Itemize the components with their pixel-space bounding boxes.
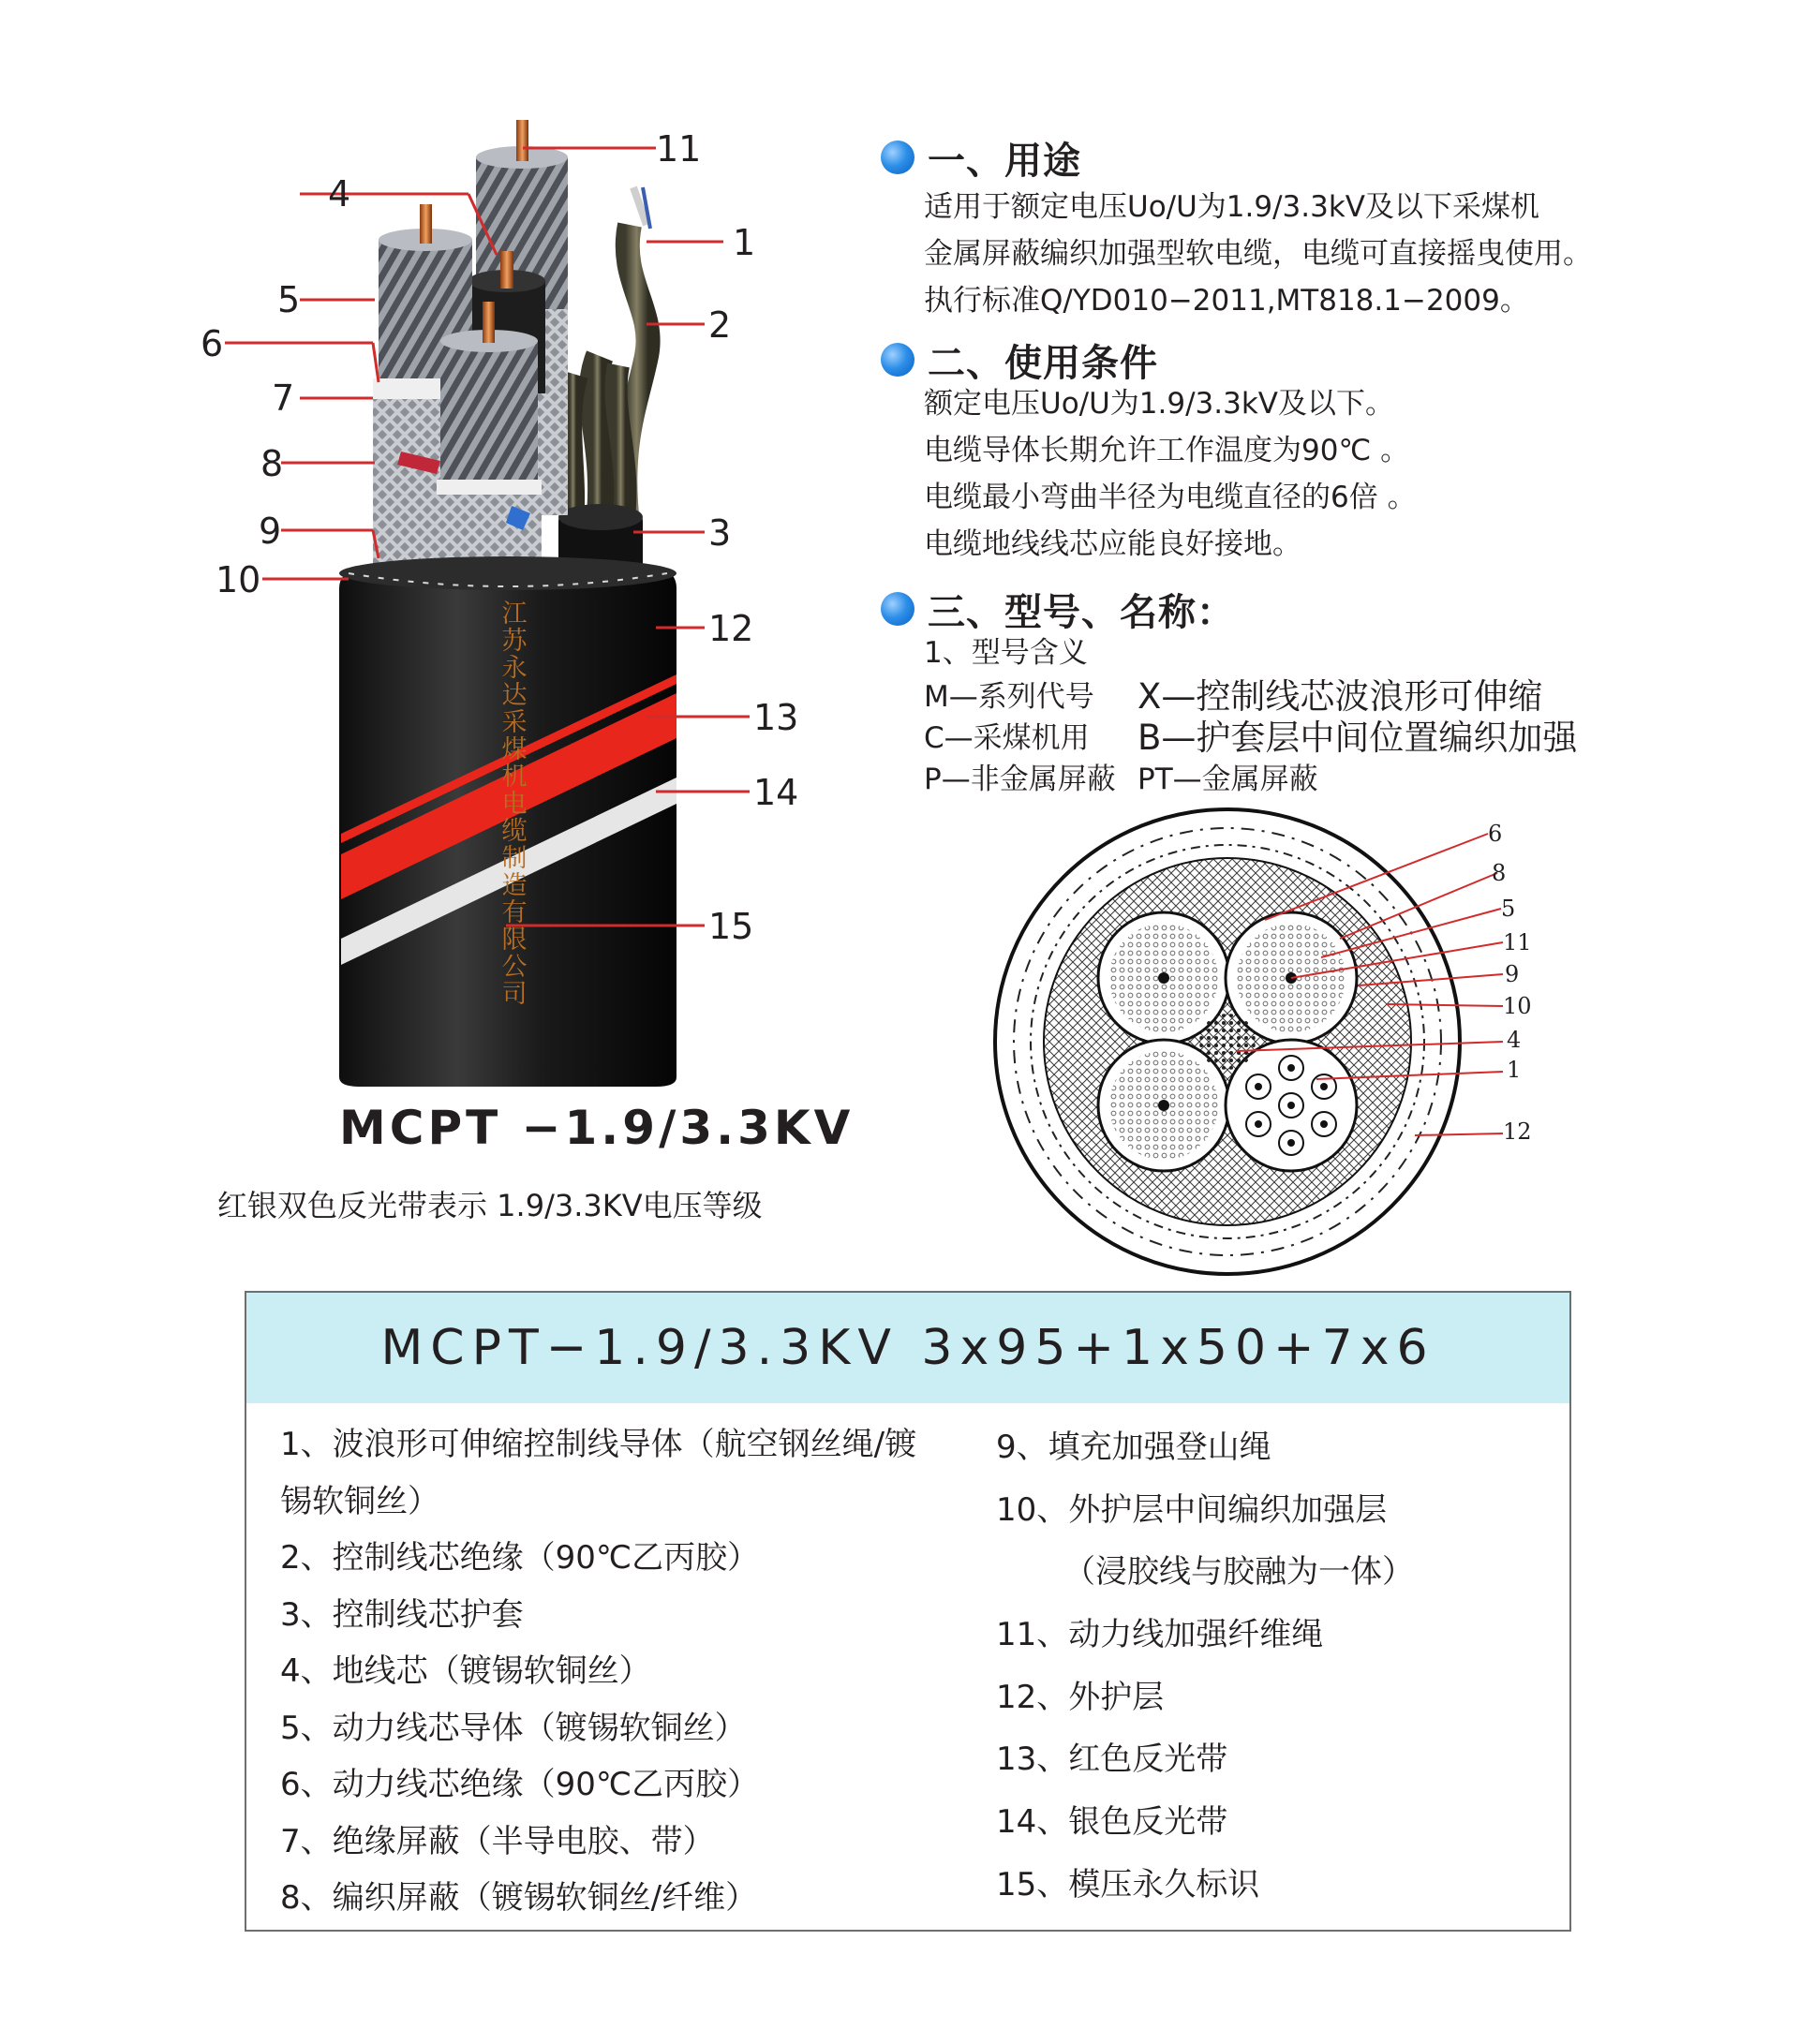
- section-conditions-title: 二、使用条件: [881, 332, 1158, 388]
- list-item: 1、波浪形可伸缩控制线导体（航空钢丝绳/镀: [280, 1426, 917, 1463]
- cable-label-3: 3: [708, 512, 732, 554]
- cs-label-9: 9: [1505, 961, 1520, 987]
- cs-label-5: 5: [1501, 896, 1516, 922]
- cs-label-10: 10: [1503, 993, 1532, 1019]
- list-item: 13、红色反光带: [996, 1740, 1228, 1779]
- section-usage-title: 一、用途: [881, 129, 1081, 185]
- cable-label-4: 4: [328, 173, 351, 215]
- table-right-column: [996, 1416, 1414, 1917]
- model-meaning-sub: 1、型号含义: [924, 636, 1088, 670]
- list-item: 12、外护层: [996, 1678, 1165, 1716]
- list-item: 5、动力线芯导体（镀锡软铜丝）: [280, 1709, 747, 1747]
- cable-illustration: [0, 0, 843, 1096]
- list-item: 14、银色反光带: [996, 1803, 1228, 1842]
- voltage-caption: 红银双色反光带表示 1.9/3.3KV电压等级: [217, 1188, 763, 1223]
- section-model-title: 三、型号、名称：: [881, 581, 1235, 637]
- table-left-column: [280, 1416, 916, 1927]
- cs-label-1: 1: [1507, 1057, 1522, 1083]
- table-header: MCPT−1.9/3.3KV 3x95+1x50+7x6: [246, 1293, 1569, 1403]
- list-item: 7、绝缘屏蔽（半导电胶、带）: [280, 1822, 715, 1860]
- cable-label-11: 11: [656, 128, 702, 170]
- list-item: （浸胶线与胶融为一体）: [1063, 1553, 1414, 1592]
- list-item: 15、模压永久标识: [996, 1865, 1260, 1903]
- cable-label-13: 13: [753, 697, 799, 738]
- list-item: 11、动力线加强纤维绳: [996, 1616, 1324, 1654]
- conditions-text: 额定电压Uo/U为1.9/3.3kV及以下。 电缆导体长期允许工作温度为90℃ 。 电缆最小弯曲半径为电缆直径的6倍 。 电缆地线线芯应能良好接地。: [924, 387, 1417, 561]
- cs-label-6: 6: [1488, 821, 1503, 847]
- model-title: MCPT −1.9/3.3KV: [339, 1101, 855, 1155]
- bullet-dot-icon: [881, 141, 914, 174]
- list-item: 6、动力线芯绝缘（90℃乙丙胶）: [280, 1766, 760, 1803]
- cs-label-4: 4: [1507, 1027, 1522, 1053]
- cable-label-9: 9: [259, 511, 282, 552]
- company-mold-text: 江苏永达采煤机电缆制造有限公司: [497, 600, 527, 1007]
- cable-label-10: 10: [216, 559, 261, 600]
- list-item: 4、地线芯（镀锡软铜丝）: [280, 1652, 651, 1690]
- component-table: [245, 1291, 1571, 1932]
- list-item: 2、控制线芯绝缘（90℃乙丙胶）: [280, 1539, 760, 1577]
- usage-text: 适用于额定电压Uo/U为1.9/3.3kV及以下采煤机 金属屏蔽编织加强型软电缆，电缆可直接摇曳使用。 执行标准Q/YD010−2011,MT818.1−2009。: [924, 190, 1592, 318]
- cable-label-7: 7: [272, 378, 295, 419]
- bullet-dot-icon: [881, 592, 914, 626]
- cable-label-14: 14: [753, 772, 799, 813]
- list-item: 锡软铜丝）: [280, 1482, 439, 1520]
- cable-label-5: 5: [277, 279, 301, 320]
- cable-label-6: 6: [201, 323, 224, 364]
- list-item: 3、控制线芯护套: [280, 1595, 524, 1634]
- cable-label-12: 12: [708, 608, 754, 649]
- cs-label-8: 8: [1492, 860, 1507, 886]
- cable-label-8: 8: [260, 443, 284, 484]
- cs-label-12: 12: [1503, 1118, 1532, 1145]
- cable-label-15: 15: [708, 906, 754, 947]
- cs-label-11: 11: [1503, 929, 1532, 955]
- list-item: 8、编织屏蔽（镀锡软铜丝/纤维）: [280, 1879, 758, 1917]
- cable-label-1: 1: [733, 222, 756, 263]
- cable-label-2: 2: [708, 304, 732, 346]
- cross-section-diagram: [946, 806, 1602, 1283]
- list-item: 10、外护层中间编织加强层: [996, 1490, 1388, 1529]
- list-item: 9、填充加强登山绳: [996, 1429, 1271, 1466]
- bullet-dot-icon: [881, 343, 914, 377]
- model-code-grid: M—系列代号 X—控制线芯波浪形可伸缩 C—采煤机用 B—护套层中间位置编织加强 P—非金属屏蔽 PT—金属屏蔽: [924, 676, 1578, 796]
